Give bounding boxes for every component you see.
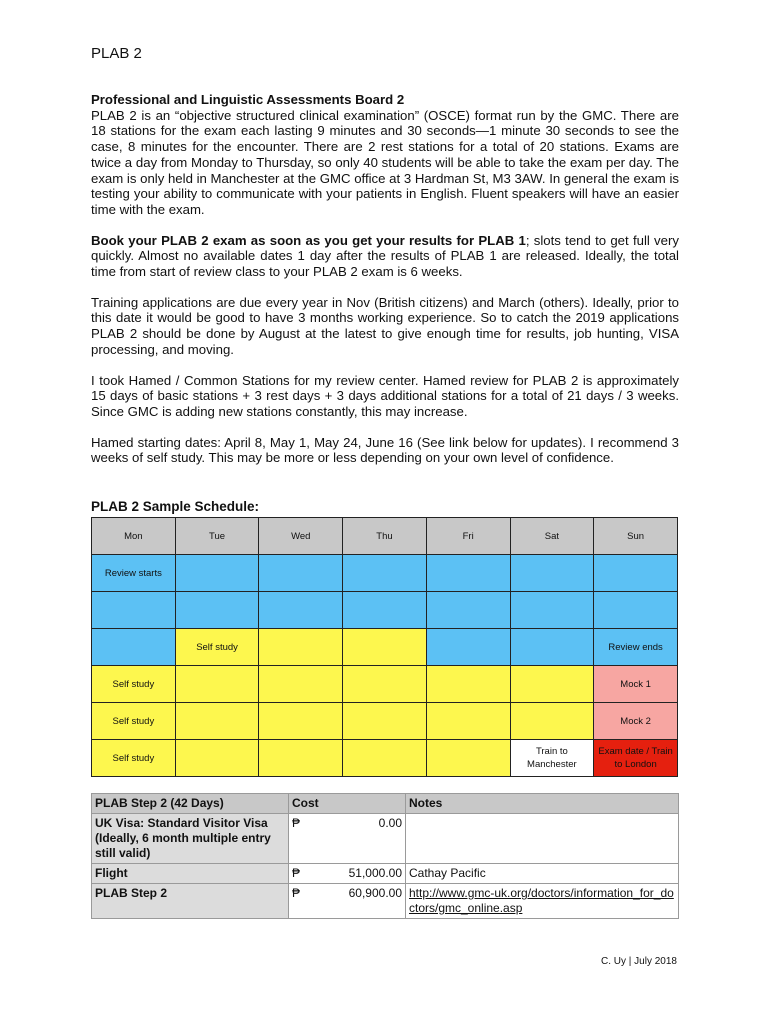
schedule-cell: Exam date / Train to London [594,740,678,777]
cost-header-cost: Cost [289,794,406,814]
cost-row [92,864,679,884]
schedule-cell: Mock 2 [594,703,678,740]
schedule-cell [510,555,594,592]
schedule-cell [259,740,343,777]
schedule-cell: Train to Manchester [510,740,594,777]
document-body [91,92,679,481]
schedule-cell [259,703,343,740]
schedule-cell [510,592,594,629]
day-header: Thu [343,518,427,555]
schedule-week-row [92,555,678,592]
cost-item: UK Visa: Standard Visitor Visa (Ideally, 6 month multiple entry still valid) [92,814,289,864]
starting-dates-paragraph: Hamed starting dates: April 8, May 1, May 24, June 16 (See link below for updates). I recommend 3 weeks of self study. This may be more or less depending on your own level of confidence. [91,434,679,466]
booking-emphasis: Book your PLAB 2 exam as soon as you get your results for PLAB 1 [91,232,526,248]
schedule-cell: Review starts [92,555,176,592]
review-center-paragraph: I took Hamed / Common Stations for my review center. Hamed review for PLAB 2 is approximately 15 days of basic stations + 3 rest days + 3 days additional stations for a total of 21 days / 3 weeks. Since GMC is adding new stations constantly, this may increase. [91,372,679,419]
cost-row [92,814,679,864]
peso-sign: ₱ [292,886,301,900]
schedule-cell [510,629,594,666]
schedule-week-row [92,592,678,629]
cost-table [91,793,679,919]
day-header: Mon [92,518,176,555]
document-title: PLAB 2 [91,45,142,62]
day-header: Tue [175,518,259,555]
booking-paragraph [91,233,679,280]
schedule-cell [259,592,343,629]
cost-amount: 51,000.00 [348,866,402,880]
schedule-cell [92,629,176,666]
cost-header-row [92,794,679,814]
schedule-cell [426,555,510,592]
gmc-online-link[interactable]: http://www.gmc-uk.org/doctors/information_for_doctors/gmc_online.asp [409,886,674,915]
schedule-cell [259,666,343,703]
intro-paragraph [91,92,679,218]
schedule-cell [594,592,678,629]
cost-amount-cell [289,864,406,884]
cost-notes [406,814,679,864]
schedule-cell: Self study [92,666,176,703]
schedule-cell [343,703,427,740]
booking-text: ; slots tend to get full very quickly. Almost no available dates 1 day after the results of PLAB 1 are released. Ideally, the total time from start of review class to your PLAB 2 exam is 6 weeks. [91,232,679,280]
schedule-cell [594,555,678,592]
cost-amount-cell [289,884,406,919]
cost-amount: 60,900.00 [348,886,402,900]
schedule-cell [343,629,427,666]
schedule-cell [343,666,427,703]
schedule-week-row [92,629,678,666]
schedule-cell: Mock 1 [594,666,678,703]
schedule-cell [175,666,259,703]
schedule-week-row [92,703,678,740]
schedule-week-row [92,666,678,703]
schedule-cell [510,666,594,703]
training-paragraph: Training applications are due every year in Nov (British citizens) and March (others). Ideally, prior to this date it would be good to have 3 months working experience. So to catch the 2019 applications PLAB 2 should be done by August at the latest to give enough time for results, job hunting, VISA processing, and moving. [91,294,679,357]
cost-row [92,884,679,919]
schedule-cell: Review ends [594,629,678,666]
cost-amount: 0.00 [378,816,402,830]
schedule-cell [92,592,176,629]
cost-amount-cell [289,814,406,864]
cost-item: PLAB Step 2 [92,884,289,919]
schedule-table [91,517,678,777]
peso-sign: ₱ [292,866,301,880]
day-header: Sun [594,518,678,555]
schedule-cell [426,629,510,666]
intro-text: PLAB 2 is an “objective structured clinical examination” (OSCE) format run by the GMC. There are 18 stations for the exam each lasting 9 minutes and 30 seconds—1 minute 30 seconds to see the case, 8 minutes for the encounter. There are 2 rest stations for a total of 20 stations. Exams are twice a day from Monday to Thursday, so only 40 students will be able to take the exam per day. The exam is only held in Manchester at the GMC office at 3 Hardman St, M3 3AW. In general the exam is testing your ability to communicate with your patients in English. Fluent speakers will have an easier time with the exam. [91,107,679,217]
schedule-cell [426,666,510,703]
schedule-cell: Self study [175,629,259,666]
schedule-header-row [92,518,678,555]
schedule-cell: Self study [92,703,176,740]
cost-notes-cell [406,884,679,919]
footer-credit: C. Uy | July 2018 [601,956,677,967]
cost-notes: Cathay Pacific [406,864,679,884]
schedule-cell: Self study [92,740,176,777]
schedule-week-row [92,740,678,777]
day-header: Wed [259,518,343,555]
schedule-cell [175,740,259,777]
schedule-cell [259,629,343,666]
schedule-cell [426,740,510,777]
schedule-cell [175,592,259,629]
schedule-cell [259,555,343,592]
schedule-cell [426,703,510,740]
schedule-cell [175,555,259,592]
schedule-cell [510,703,594,740]
schedule-cell [175,703,259,740]
schedule-cell [426,592,510,629]
peso-sign: ₱ [292,816,301,830]
day-header: Sat [510,518,594,555]
schedule-cell [343,740,427,777]
cost-header-item: PLAB Step 2 (42 Days) [92,794,289,814]
cost-item: Flight [92,864,289,884]
day-header: Fri [426,518,510,555]
schedule-cell [343,555,427,592]
schedule-heading: PLAB 2 Sample Schedule: [91,499,260,514]
intro-heading: Professional and Linguistic Assessments Board 2 [91,92,405,107]
cost-header-notes: Notes [406,794,679,814]
schedule-cell [343,592,427,629]
